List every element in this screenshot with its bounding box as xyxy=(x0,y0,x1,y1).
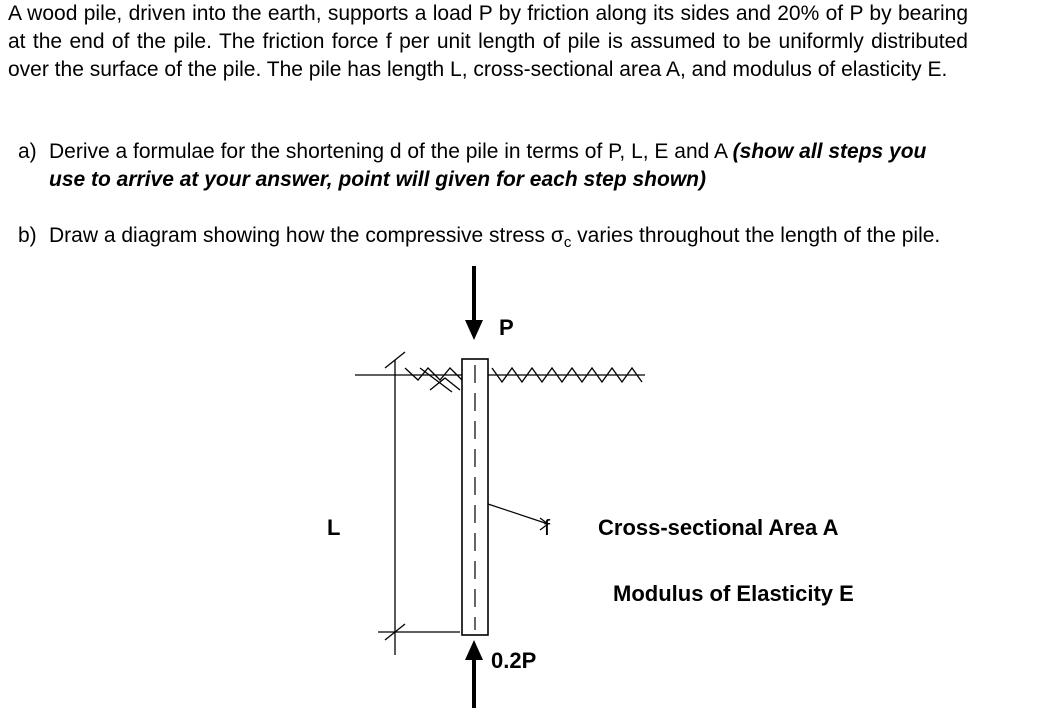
load-label: P xyxy=(499,315,514,340)
part-a-text: Derive a formulae for the shortening d of the pile in terms of P, L, E and A xyxy=(49,140,733,163)
length-dimension xyxy=(378,352,460,655)
problem-statement: A wood pile, driven into the earth, supports a load P by friction along its sides and 20% of P by bearing at the end of the pile. The friction force f per unit length of pile is assumed to be uniformly distributed over the surface of the pile. The pile has length L, cross-sectional area A, and modulus of elasticity E. xyxy=(8,2,968,81)
sigma-letter: σ xyxy=(550,224,564,247)
part-a-marker: a) xyxy=(18,140,37,163)
modulus-label: Modulus of Elasticity E xyxy=(613,581,854,606)
sigma-subscript: c xyxy=(563,234,572,252)
friction-leader xyxy=(488,504,548,530)
bearing-label: 0.2P xyxy=(491,648,537,673)
area-label: Cross-sectional Area A xyxy=(598,515,839,540)
length-label: L xyxy=(327,515,341,540)
part-b-text-after: varies throughout the length of the pile. xyxy=(571,224,941,247)
part-a-emphasis: (show all steps you use to arrive at your answer, point will given for each step shown) xyxy=(49,140,927,191)
ground-surface xyxy=(355,368,645,392)
load-arrow xyxy=(465,266,483,340)
part-b-text-before: Draw a diagram showing how the compressive stress xyxy=(49,224,551,247)
part-b-marker: b) xyxy=(18,224,37,247)
bearing-arrow xyxy=(465,640,483,708)
pile xyxy=(462,359,488,635)
friction-label: f xyxy=(544,515,551,540)
